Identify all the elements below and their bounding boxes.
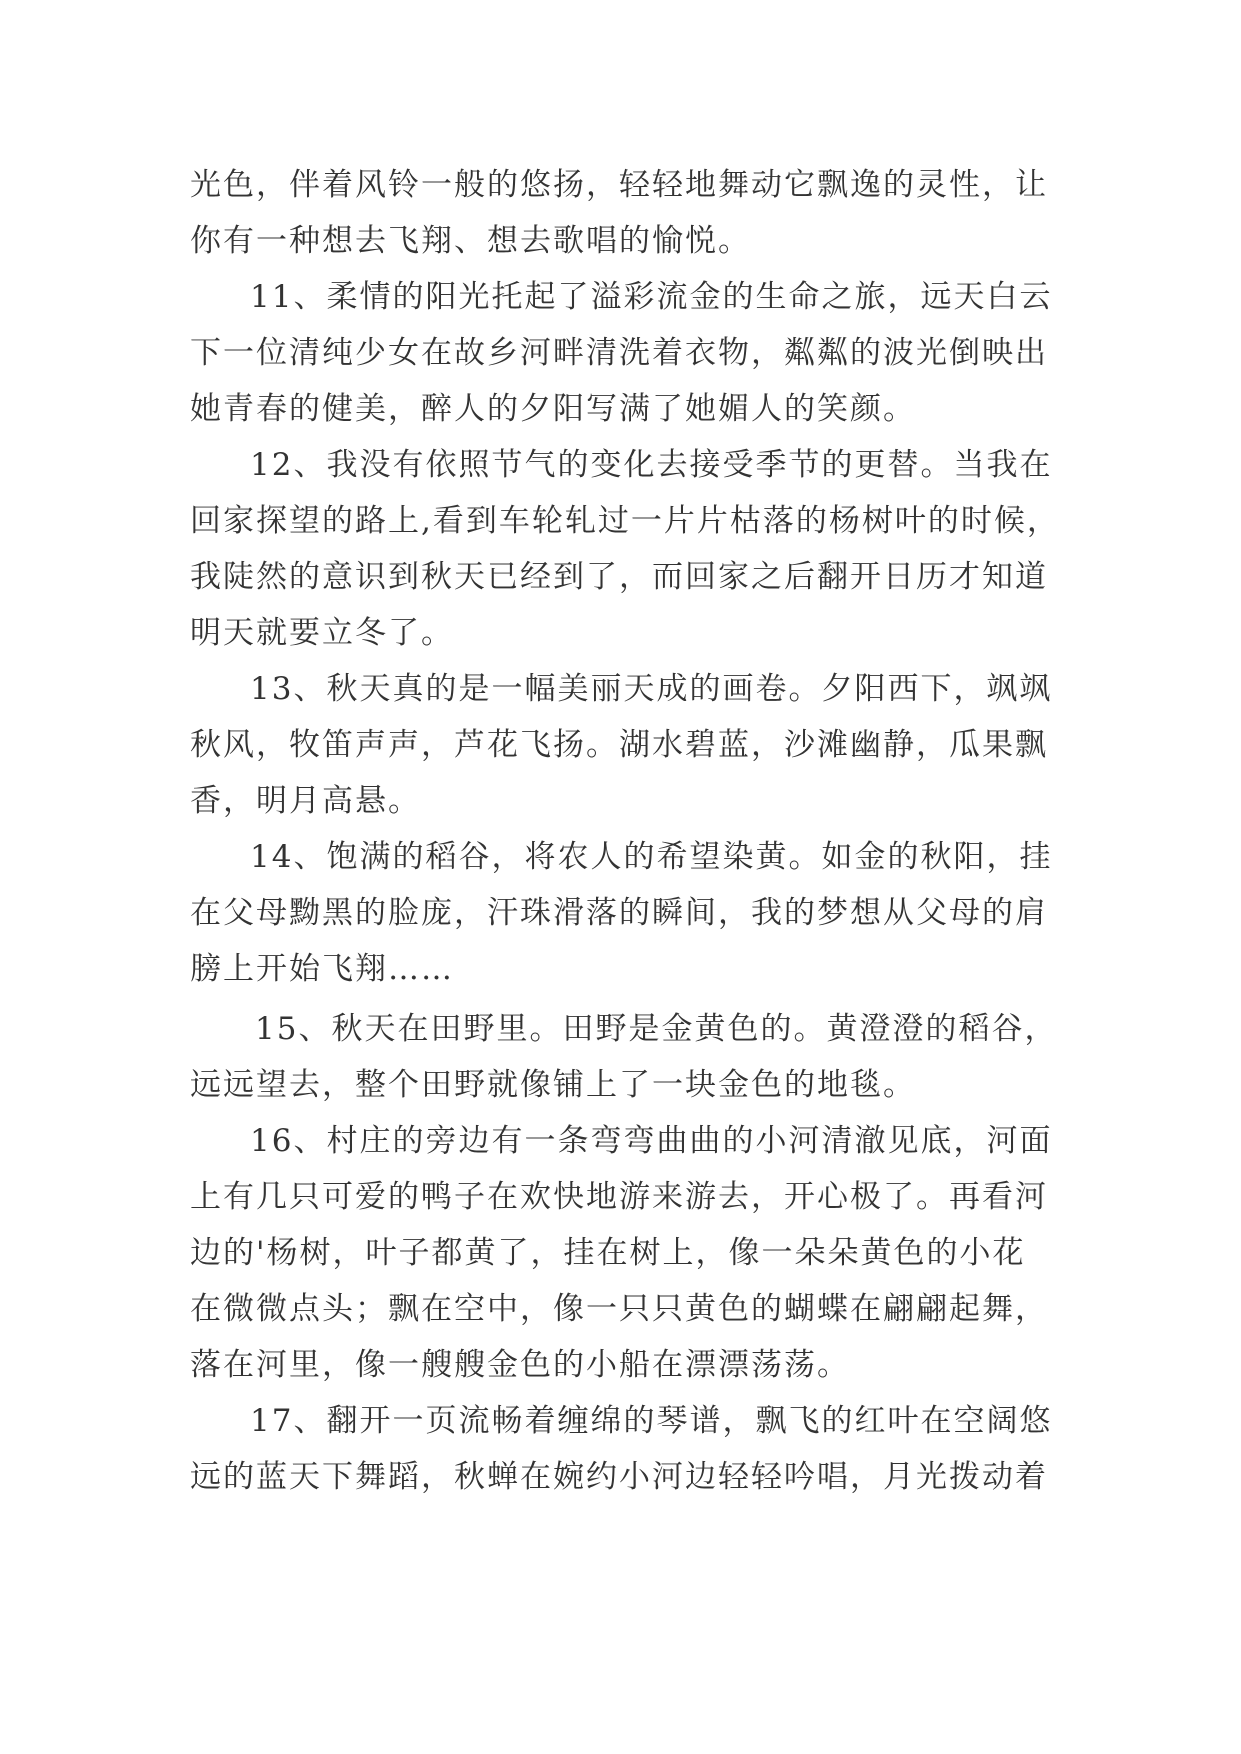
text-line: 光色，伴着风铃一般的悠扬，轻轻地舞动它飘逸的灵性，让 [190,167,1048,203]
text-line: 回家探望的路上,看到车轮轧过一片片枯落的杨树叶的时候， [190,503,1060,539]
text-line: 远远望去，整个田野就像铺上了一块金色的地毯。 [190,1067,916,1103]
text-line: 边的'杨树，叶子都黄了，挂在树上，像一朵朵黄色的小花 [190,1235,1026,1271]
text-line: 明天就要立冬了。 [190,615,454,651]
text-line: 我陡然的意识到秋天已经到了，而回家之后翻开日历才知道 [190,559,1048,595]
paragraph-15-line: 15、秋天在田野里。田野是金黄色的。黄澄澄的稻谷， [255,1011,1058,1047]
text-line: 她青春的健美，醉人的夕阳写满了她媚人的笑颜。 [190,391,916,427]
text-line: 秋风，牧笛声声，芦花飞扬。湖水碧蓝，沙滩幽静，瓜果飘 [190,727,1048,763]
paragraph-17-line: 17、翻开一页流畅着缠绵的琴谱，飘飞的红叶在空阔悠 [250,1403,1053,1439]
text-line: 膀上开始飞翔…… [190,951,454,987]
text-line: 在父母黝黑的脸庞，汗珠滑落的瞬间，我的梦想从父母的肩 [190,895,1048,931]
paragraph-13-line: 13、秋天真的是一幅美丽天成的画卷。夕阳西下，飒飒 [250,671,1053,707]
text-line: 下一位清纯少女在故乡河畔清洗着衣物，粼粼的波光倒映出 [190,335,1048,371]
paragraph-12-line: 12、我没有依照节气的变化去接受季节的更替。当我在 [250,447,1053,483]
text-line: 香，明月高悬。 [190,783,421,819]
text-line: 远的蓝天下舞蹈，秋蝉在婉约小河边轻轻吟唱，月光拨动着 [190,1459,1048,1495]
paragraph-16-line: 16、村庄的旁边有一条弯弯曲曲的小河清澈见底，河面 [250,1123,1053,1159]
text-line: 在微微点头；飘在空中，像一只只黄色的蝴蝶在翩翩起舞， [190,1291,1048,1327]
text-line: 上有几只可爱的鸭子在欢快地游来游去，开心极了。再看河 [190,1179,1048,1215]
paragraph-14-line: 14、饱满的稻谷，将农人的希望染黄。如金的秋阳，挂 [250,839,1053,875]
paragraph-11-line: 11、柔情的阳光托起了溢彩流金的生命之旅，远天白云 [250,279,1053,315]
text-line: 落在河里，像一艘艘金色的小船在漂漂荡荡。 [190,1347,850,1383]
text-line: 你有一种想去飞翔、想去歌唱的愉悦。 [190,223,751,259]
